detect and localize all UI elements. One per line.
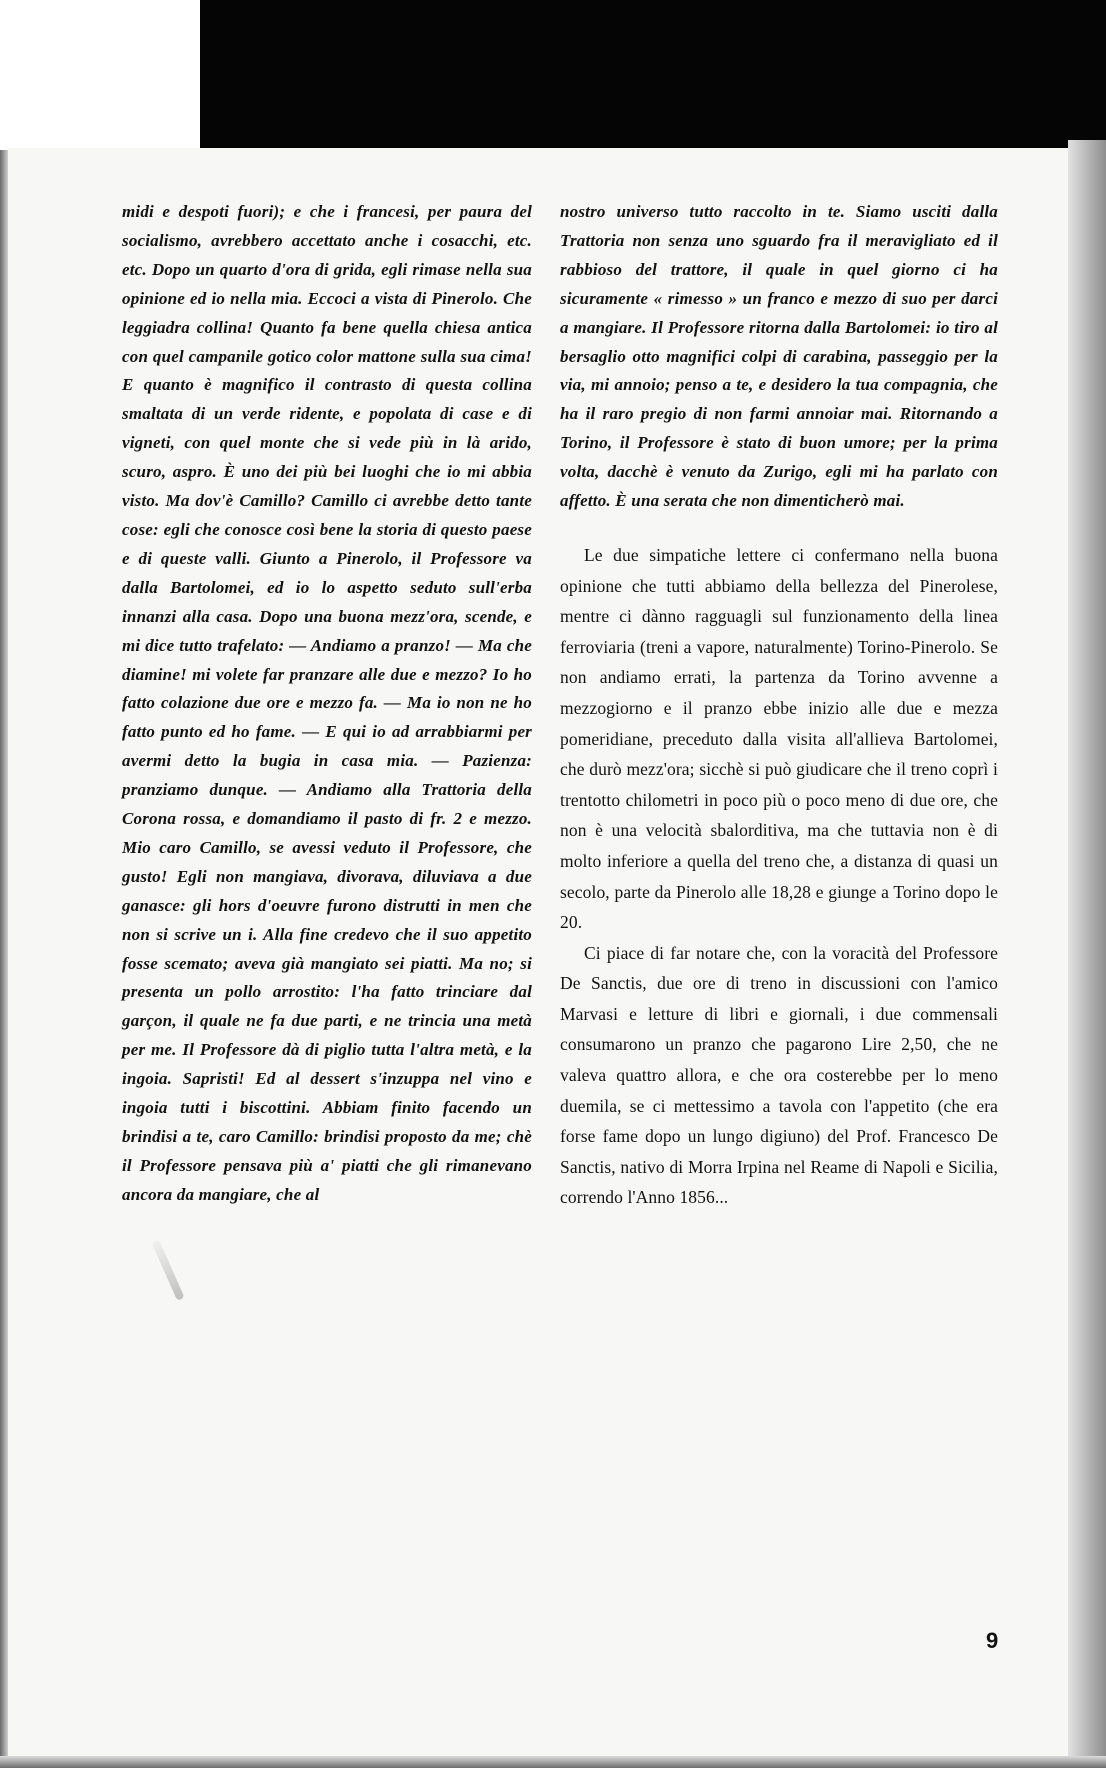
scan-left-edge [0, 150, 8, 1768]
scan-bottom-edge [0, 1756, 1106, 1768]
commentary-paragraph: Ci piace di far notare che, con la voracità del Professore De Sanctis, due ore di treno in discussioni con l'amico Marvasi e letture di libri e giornali, i due commensali consumarono un pranzo che pagarono Lire 2,50, che ne valeva quattro allora, e che ora costerebbe per lo meno duemila, se ci mettessimo a tavola con l'appetito (che era forse fame dopo un lungo digiuno) del Prof. Francesco De Sanctis, nativo di Morra Irpina nel Reame di Napoli e Sicilia, correndo l'Anno 1856... [560, 942, 998, 1208]
letter-text-continued: nostro universo tutto raccolto in te. Siamo usciti dalla Trattoria non senza uno sguardo fra il meravigliato ed il rabbioso del trattore, il quale in quel giorno ci ha sicuramente « rimesso » un franco e mezzo di suo per darci a mangiare. Il Professore ritorna dalla Bartolomei: io tiro al bersaglio otto magnifici colpi di carabina, passeggio per la via, mi annoio; penso a te, e desidero la tua compagnia, che ha il raro pregio di non farmi annoiar mai. Ritornando a Torino, il Professore è stato di buon umore; per la prima volta, dacchè è venuto da Zurigo, egli mi ha parlato con affetto. È una serata che non dimenticherò mai. [560, 202, 998, 511]
scan-dark-band [200, 0, 1106, 150]
book-page [8, 148, 1068, 1756]
commentary-paragraph: Le due simpatiche lettere ci confermano nella buona opinione che tutti abbiamo della bellezza del Pinerolese, mentre ci dànno ragguagli sul funzionamento della linea ferroviaria (treni a vapore, naturalmente) Torino-Pinerolo. Se non andiamo errati, la partenza da Torino avvenne a mezzogiorno e il pranzo ebbe inizio alle due e mezza pomeridiane, preceduto dalla visita all'allieva Bartolomei, che durò mezz'ora; sicchè si può giudicare che il treno coprì i trentotto chilometri in poco più o poco meno di due ore, che non è una velocità sbalorditiva, ma che tuttavia non è di molto inferiore a quella del treno che, a distanza di quasi un secolo, parte da Pinerolo alle 18,28 e giunge a Torino dopo le 20. [560, 544, 998, 933]
scan-right-edge [1068, 140, 1106, 1768]
scan-smudge [151, 1239, 184, 1301]
page-number: 9 [986, 1628, 999, 1653]
letter-text: midi e despoti fuori); e che i francesi, per paura del socialismo, avrebbero accettato anche i cosacchi, etc. etc. Dopo un quarto d'ora di grida, egli rimase nella sua opinione ed io nella mia. Eccoci a vista di Pinerolo. Che leggiadra collina! Quanto fa bene quella chiesa antica con quel campanile gotico color mattone sulla sua cima! E quanto è magnifico il contrasto di questa collina smaltata di un verde ridente, e popolata di case e di vigneti, con quel monte che si vede più in là arido, scuro, aspro. È uno dei più bei luoghi che io mi abbia visto. Ma dov'è Camillo? Camillo ci avrebbe detto tante cose: egli che conosce così bene la storia di questo paese e di queste valli. Giunto a Pinerolo, il Professore va dalla Bartolomei, ed io lo aspetto seduto sull'erba innanzi alla casa. Dopo una buona mezz'ora, scende, e mi dice tutto trafelato: — Andiamo a pranzo! — Ma che diamine! mi volete far pranzare alle due e mezzo? Io ho fatto colazione due ore e mezzo fa. — Ma io non ne ho fatto punto ed ho fame. — E qui io ad arrabbiarmi per avermi detto la bugia in casa mia. — Pazienza: pranziamo dunque. — Andiamo alla Trattoria della Corona rossa, e domandiamo il pasto di fr. 2 e mezzo. Mio caro Camillo, se avessi veduto il Professore, che gusto! Egli non mangiava, divorava, diluviava a due ganasce: gli hors d'oeuvre furono distrutti in men che non si scrive un i. Alla fine credevo che il suo appetito fosse scemato; aveva già mangiato sei piatti. Ma no; si presenta un pollo arrostito: l'ha fatto trinciare dal garçon, il quale ne fa due parti, e ne trincia una metà per me. Il Professore dà di piglio tutta l'altra metà, e la ingoia. Sapristi! Ed al dessert s'inzuppa nel vino e ingoia tutti i biscottini. Abbiam finito facendo un brindisi a te, caro Camillo: brindisi proposto da me; chè il Professore pensava più a' piatti che gli rimanevano ancora da mangiare, che al [122, 202, 532, 1204]
scan-margin [0, 0, 200, 150]
left-column [122, 198, 532, 1210]
right-column [560, 198, 998, 1213]
